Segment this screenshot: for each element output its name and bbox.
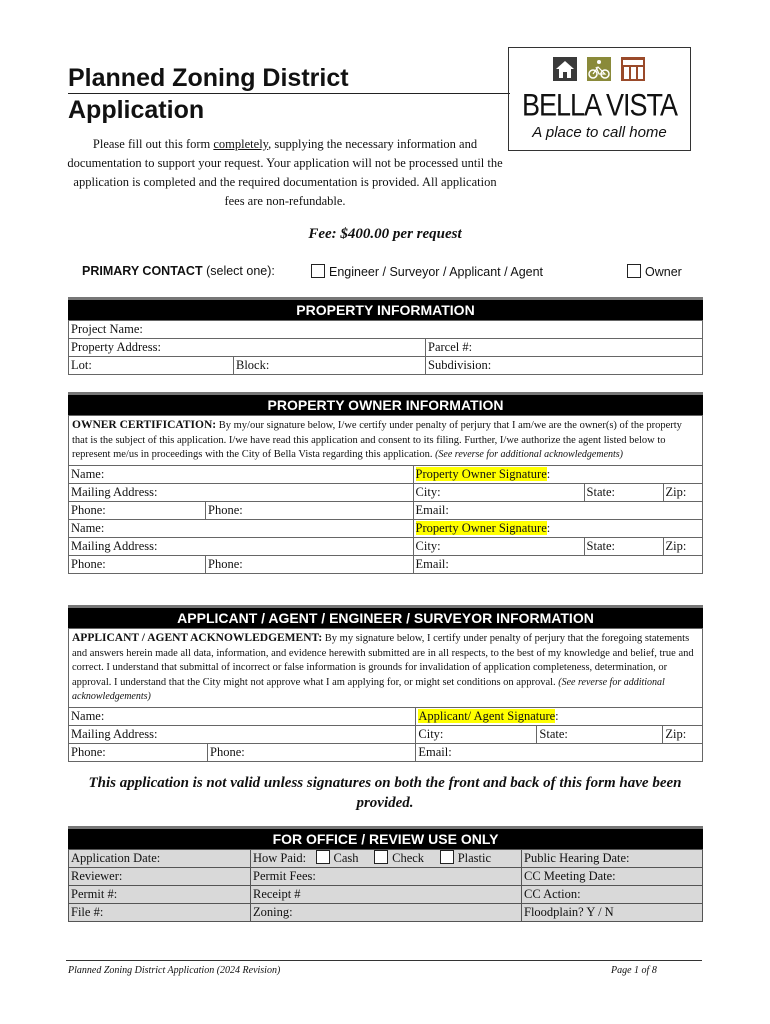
footer-rule (66, 960, 702, 961)
owner2-signature-field[interactable]: Property Owner Signature: (413, 519, 702, 537)
applicant-heading: APPLICANT / AGENT / ENGINEER / SURVEYOR INFORMATION (68, 605, 703, 628)
logo-wordmark: BELLA VISTA (521, 87, 678, 123)
intro-paragraph: Please fill out this form completely, supplying the necessary information and documentation to support your request. Your application will not be processed until the application is completed and the required documentation is provided. All application fees are non-refundable. (67, 137, 503, 208)
logo-tagline: A place to call home (532, 124, 667, 141)
applicant-phone2-field[interactable]: Phone: (208, 743, 416, 761)
checkbox-cash[interactable] (316, 850, 330, 864)
property-section (68, 297, 703, 375)
intro-emphasis: completely (213, 137, 269, 151)
title-rule (68, 93, 510, 94)
footer-page-number: Page 1 of 8 (611, 965, 657, 976)
option-engineer[interactable] (311, 264, 543, 279)
subdivision-field[interactable]: Subdivision: (426, 357, 703, 375)
office-heading: FOR OFFICE / REVIEW USE ONLY (68, 826, 703, 849)
owner-heading: PROPERTY OWNER INFORMATION (68, 392, 703, 415)
applicant-section (68, 605, 703, 762)
applicant-email-field[interactable]: Email: (416, 743, 703, 761)
title-line-1: Planned Zoning District (68, 64, 349, 92)
checkbox-owner[interactable] (627, 264, 641, 278)
validity-notice: This application is not valid unless signatures on both the front and back of this form have been provided. (88, 775, 682, 811)
owner2-signature-label: Property Owner Signature (415, 520, 547, 535)
how-paid-field: How Paid: Cash Check Plastic (251, 850, 522, 868)
parcel-field[interactable]: Parcel #: (426, 339, 703, 357)
owner-table (68, 465, 703, 574)
bella-vista-logo (508, 47, 691, 151)
property-heading: PROPERTY INFORMATION (68, 297, 703, 320)
property-table (68, 320, 703, 375)
applicant-table (68, 707, 703, 762)
owner-cert-note: (See reverse for additional acknowledgements) (435, 449, 624, 460)
footer-doc-title: Planned Zoning District Application (2024 Revision) (68, 965, 281, 976)
owner1-zip-field[interactable]: Zip: (663, 483, 702, 501)
lot-field[interactable]: Lot: (69, 357, 234, 375)
owner-section (68, 392, 703, 574)
applicant-zip-field[interactable]: Zip: (663, 725, 703, 743)
owner1-name-field[interactable]: Name: (69, 465, 414, 483)
option-engineer-label: Engineer / Surveyor / Applicant / Agent (329, 265, 544, 279)
page-title (68, 62, 349, 126)
public-hearing-field[interactable]: Public Hearing Date: (522, 850, 703, 868)
applicant-phone-field[interactable]: Phone: (69, 743, 208, 761)
block-field[interactable]: Block: (234, 357, 426, 375)
owner1-email-field[interactable]: Email: (413, 501, 702, 519)
title-line-2: Application (68, 96, 205, 124)
permit-fees-field[interactable]: Permit Fees: (251, 868, 522, 886)
owner2-phone-field[interactable]: Phone: (69, 555, 206, 573)
applicant-ack-note: (See reverse for additional acknowledgements) (72, 676, 665, 702)
reviewer-field[interactable]: Reviewer: (69, 868, 251, 886)
applicant-acknowledgement: APPLICANT / AGENT ACKNOWLEDGEMENT: By my signature below, I certify under penalty of perjury that the foregoing statements and answers herein made all data, information, and evidence herewith submitted are in all respects, to the best of my knowledge and belief, true and correct. I understand that submittal of incorrect or false information is grounds for invalidation of application completeness, determination, or approval. I understand that the City might not approve what I am applying for, or might set conditions on approval. (See reverse for additional acknowledgements) (68, 628, 703, 707)
applicant-signature-field[interactable]: Applicant/ Agent Signature: (416, 707, 703, 725)
owner-certification: OWNER CERTIFICATION: By my/our signature below, I/we certify under penalty of perjury that I am/we are the owner(s) of the property that is the subject of this application. I/we have read this application and consent to its filing. Further, I/we authorize the agent listed below to represent me/us in proceedings with the City of Bella Vista regarding this application. (See reverse for additional acknowledgements) (68, 415, 703, 465)
applicant-state-field[interactable]: State: (537, 725, 663, 743)
file-number-field[interactable]: File #: (69, 904, 251, 922)
zoning-field[interactable]: Zoning: (251, 904, 522, 922)
owner2-phone2-field[interactable]: Phone: (206, 555, 414, 573)
owner1-phone2-field[interactable]: Phone: (206, 501, 414, 519)
owner1-signature-field[interactable]: Property Owner Signature: (413, 465, 702, 483)
applicant-ack-title: APPLICANT / AGENT ACKNOWLEDGEMENT: (72, 632, 323, 644)
receipt-field[interactable]: Receipt # (251, 886, 522, 904)
owner2-email-field[interactable]: Email: (413, 555, 702, 573)
owner2-zip-field[interactable]: Zip: (663, 537, 702, 555)
floodplain-field[interactable]: Floodplain? Y / N (522, 904, 703, 922)
cc-meeting-field[interactable]: CC Meeting Date: (522, 868, 703, 886)
application-date-field[interactable]: Application Date: (69, 850, 251, 868)
owner2-state-field[interactable]: State: (584, 537, 663, 555)
applicant-name-field[interactable]: Name: (69, 707, 416, 725)
checkbox-plastic[interactable] (440, 850, 454, 864)
permit-number-field[interactable]: Permit #: (69, 886, 251, 904)
owner1-phone-field[interactable]: Phone: (69, 501, 206, 519)
fee-line: Fee: $400.00 per request (308, 226, 462, 242)
checkbox-check[interactable] (374, 850, 388, 864)
option-owner-label: Owner (645, 265, 682, 279)
applicant-mailing-field[interactable]: Mailing Address: (69, 725, 416, 743)
owner1-signature-label: Property Owner Signature (415, 466, 547, 481)
owner2-city-field[interactable]: City: (413, 537, 584, 555)
checkbox-engineer[interactable] (311, 264, 325, 278)
owner2-mailing-field[interactable]: Mailing Address: (69, 537, 414, 555)
primary-contact-row (82, 264, 275, 278)
owner1-state-field[interactable]: State: (584, 483, 663, 501)
option-owner[interactable] (627, 264, 682, 279)
owner2-name-field[interactable]: Name: (69, 519, 414, 537)
project-name-field[interactable]: Project Name: (69, 321, 703, 339)
owner1-city-field[interactable]: City: (413, 483, 584, 501)
cc-action-field[interactable]: CC Action: (522, 886, 703, 904)
primary-contact-label: PRIMARY CONTACT (82, 264, 203, 278)
office-section (68, 826, 703, 922)
applicant-city-field[interactable]: City: (416, 725, 537, 743)
owner-cert-title: OWNER CERTIFICATION: (72, 419, 217, 431)
owner1-mailing-field[interactable]: Mailing Address: (69, 483, 414, 501)
applicant-signature-label: Applicant/ Agent Signature (418, 708, 556, 723)
property-address-field[interactable]: Property Address: (69, 339, 426, 357)
office-table (68, 849, 703, 922)
primary-contact-hint: (select one): (202, 264, 275, 278)
